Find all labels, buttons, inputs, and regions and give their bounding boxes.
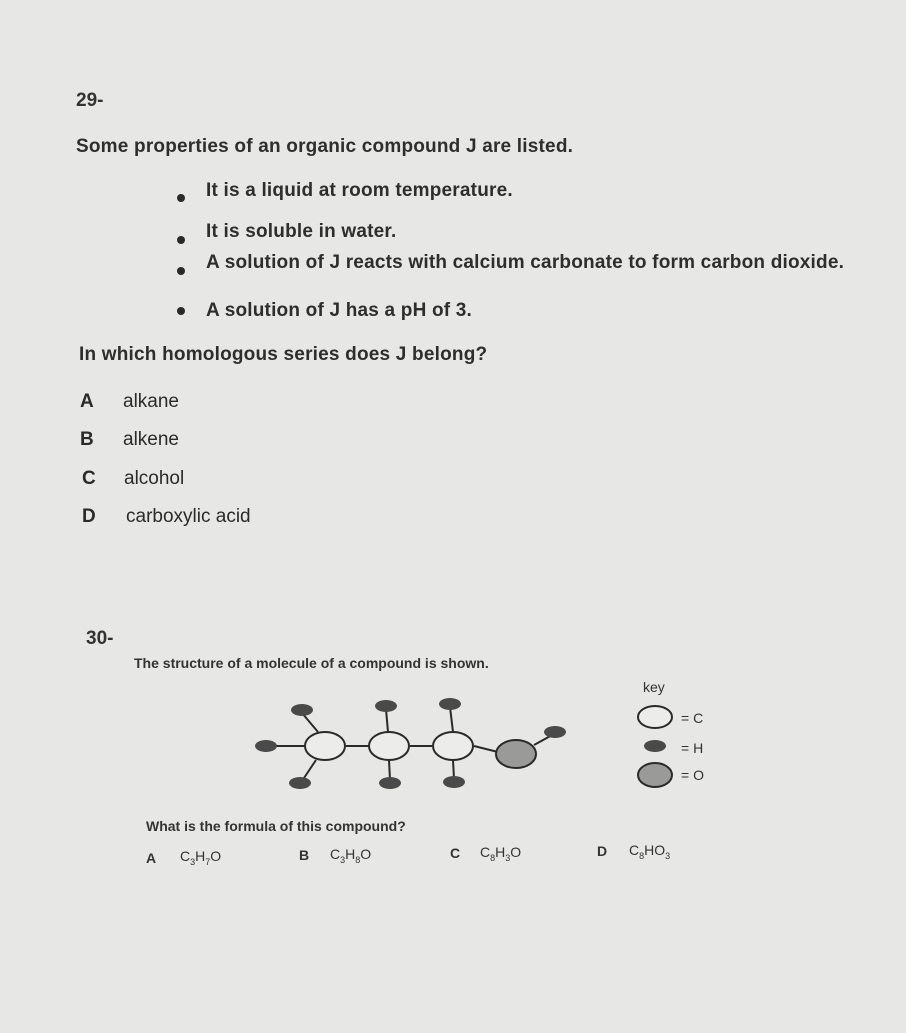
q30-option-c-formula[interactable]: $C_8H_3O$	[480, 844, 522, 863]
hydrogen-atom	[291, 704, 313, 716]
option-c-text[interactable]: alcohol	[124, 468, 185, 489]
option-d-letter[interactable]: D	[82, 506, 96, 527]
hydrogen-atom	[289, 777, 311, 789]
key-title: key	[643, 679, 665, 695]
question-29-number: 29-	[76, 90, 104, 111]
property-2: It is soluble in water.	[206, 221, 397, 242]
hydrogen-atom	[255, 740, 277, 752]
hydrogen-atom	[379, 777, 401, 789]
hydrogen-atom	[544, 726, 566, 738]
q30-option-b-formula[interactable]: $C_3H_8O$	[330, 846, 372, 865]
key-oxygen-icon	[638, 763, 672, 787]
hydrogen-atom	[439, 698, 461, 710]
hydrogen-atom	[375, 700, 397, 712]
q30-option-b-letter[interactable]: B	[299, 847, 310, 863]
property-1: It is a liquid at room temperature.	[206, 180, 513, 201]
key-carbon-icon	[638, 706, 672, 728]
q30-option-a-letter[interactable]: A	[146, 850, 157, 866]
carbon-atom	[305, 732, 345, 760]
q30-option-d-letter[interactable]: D	[597, 843, 608, 859]
property-4: A solution of J has a pH of 3.	[206, 300, 473, 321]
q30-option-a-formula[interactable]: $C_3H_7O$	[180, 848, 222, 867]
hydrogen-atom	[443, 776, 465, 788]
q30-option-d-formula[interactable]: $C_8HO_3$	[629, 842, 671, 861]
question-29-stem: Some properties of an organic compound J are listed.	[76, 136, 574, 157]
option-b-letter[interactable]: B	[80, 429, 94, 450]
key-oxygen-label: = O	[681, 767, 704, 783]
carbon-atom	[433, 732, 473, 760]
key-hydrogen-icon	[644, 740, 666, 752]
q30-option-c-letter[interactable]: C	[450, 845, 461, 861]
option-d-text[interactable]: carboxylic acid	[126, 506, 251, 527]
question-30-number: 30-	[86, 628, 114, 649]
option-b-text[interactable]: alkene	[123, 429, 179, 450]
question-29-prompt: In which homologous series does J belong?	[79, 344, 488, 365]
option-a-text[interactable]: alkane	[123, 391, 179, 412]
option-a-letter[interactable]: A	[80, 391, 94, 412]
carbon-atom	[369, 732, 409, 760]
option-c-letter[interactable]: C	[82, 468, 96, 489]
key-carbon-label: = C	[681, 710, 704, 726]
oxygen-atom	[496, 740, 536, 768]
question-30-stem: The structure of a molecule of a compound is shown.	[134, 655, 489, 671]
property-3: A solution of J reacts with calcium carbonate to form carbon dioxide.	[206, 252, 845, 273]
key-hydrogen-label: = H	[681, 740, 704, 756]
question-30-prompt: What is the formula of this compound?	[146, 818, 406, 834]
